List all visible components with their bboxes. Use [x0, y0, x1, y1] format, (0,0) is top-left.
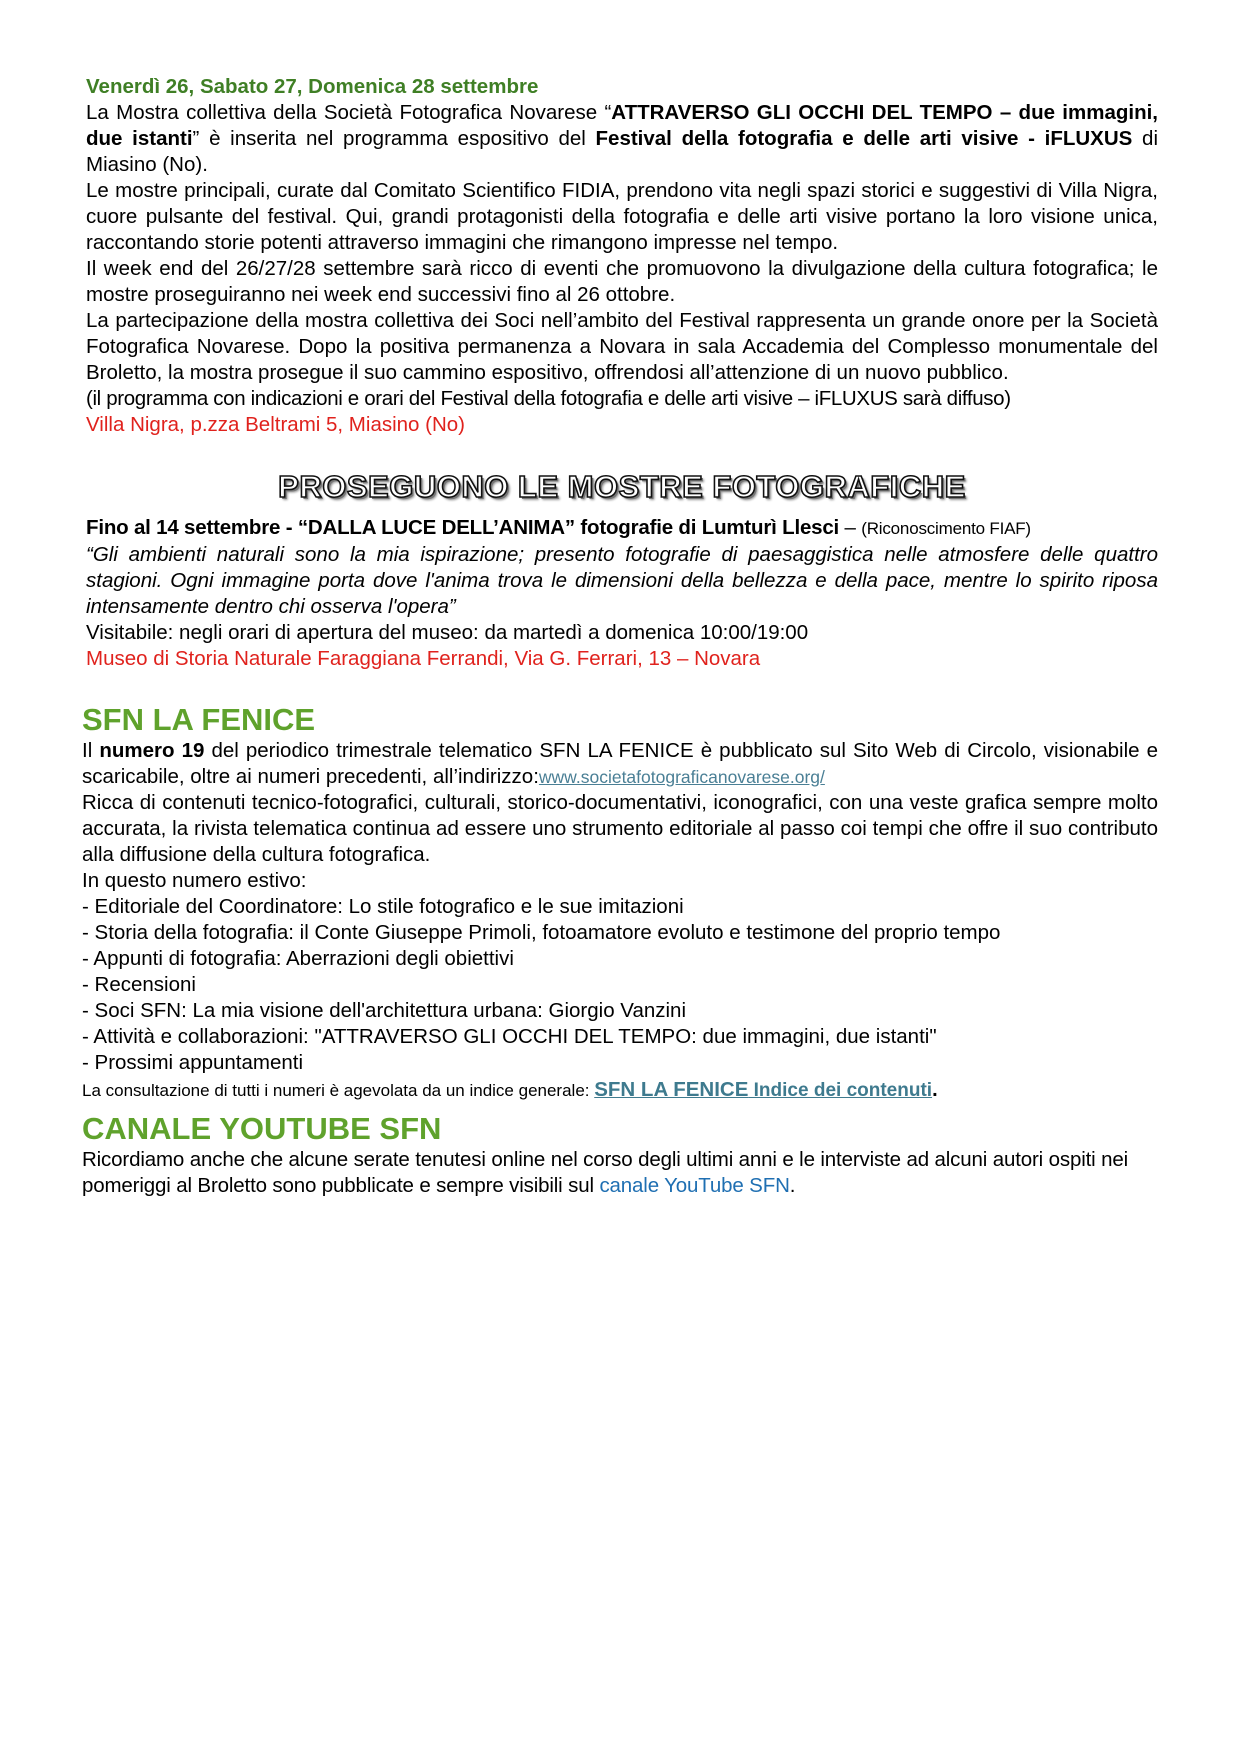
dash: – [839, 516, 862, 539]
issue-number: numero 19 [99, 739, 205, 762]
exhibition-note: (Riconoscimento FIAF) [861, 519, 1031, 538]
list-item: - Editoriale del Coordinatore: Lo stile fotografico e le sue imitazioni [82, 895, 684, 918]
document-page [82, 74, 1158, 1199]
list-item: - Prossimi appuntamenti [82, 1051, 304, 1074]
fenice-description: Ricca di contenuti tecnico-fotografici, culturali, storico-documentativi, iconografici, con una veste grafica sempre molto accurata, la rivista telematica continua ad essere uno strumento editoriale al passo coi tempi che offre il suo contributo alla diffusione della cultura fotografica. [82, 791, 1158, 866]
youtube-title: CANALE YOUTUBE SFN [82, 1111, 442, 1146]
event-paragraph: (il programma con indicazioni e orari del Festival della fotografia e delle arti visive – iFLUXUS sarà diffuso) [86, 387, 1011, 410]
list-item: - Appunti di fotografia: Aberrazioni degli obiettivi [82, 947, 514, 970]
intro-text: del periodico trimestrale telematico SFN LA FENICE è pubblicato sul Sito Web di Circolo, visionabile e scaricabile, oltre ai numeri precedenti, all’indirizzo: [82, 739, 1158, 788]
exhibitions-section [86, 469, 1158, 672]
exhibition-quote: “Gli ambienti naturali sono la mia ispirazione; presento fotografie di paesaggistica nelle atmosfere delle quattro stagioni. Ogni immagine porta dove l'anima trova le dimensioni della bellezza e della pace, mentre lo spirito riposa intensamente dentro chi osserva l'opera” [86, 543, 1158, 618]
exhibition-location: Museo di Storia Naturale Faraggiana Ferrandi, Via G. Ferrari, 13 – Novara [86, 647, 761, 670]
list-item: - Recensioni [82, 973, 196, 996]
fenice-section [82, 702, 1158, 1105]
exhibition-title: Fino al 14 settembre - “DALLA LUCE DELL’ANIMA” fotografie di Lumturì Llesci [86, 516, 840, 539]
exhibition-title: ATTRAVERSO GLI OCCHI DEL TEMPO – due immagini, due istanti [86, 101, 1158, 150]
list-item: - Storia della fotografia: il Conte Giuseppe Primoli, fotoamatore evoluto e testimone del proprio tempo [82, 921, 1001, 944]
fenice-list-intro: In questo numero estivo: [82, 869, 307, 892]
youtube-section [82, 1111, 1158, 1199]
index-text: La consultazione di tutti i numeri è agevolata da un indice generale: [82, 1081, 595, 1100]
website-link[interactable]: www.societafotograficanovarese.org/ [538, 767, 825, 787]
exhibition-hours: Visitabile: negli orari di apertura del museo: da martedì a domenica 10:00/19:00 [86, 621, 809, 644]
event-section [86, 74, 1158, 438]
intro-text: Il [82, 739, 100, 762]
youtube-text [82, 1147, 1158, 1199]
event-intro [86, 100, 1158, 178]
period: . [789, 1174, 796, 1197]
list-item: - Soci SFN: La mia visione dell'architettura urbana: Giorgio Vanzini [82, 999, 687, 1022]
youtube-description: Ricordiamo anche che alcune serate tenutesi online nel corso degli ultimi anni e le interviste ad alcuni autori ospiti nei pomeriggi al Broletto sono pubblicate e sempre visibili sul [82, 1148, 1129, 1197]
fenice-contents-list [82, 894, 1158, 1076]
festival-name: Festival della fotografia e delle arti visive - iFLUXUS [595, 127, 1133, 150]
event-location: Villa Nigra, p.zza Beltrami 5, Miasino (No) [86, 413, 465, 436]
fenice-title: SFN LA FENICE [82, 702, 316, 737]
exhibitions-banner: PROSEGUONO LE MOSTRE FOTOGRAFICHE [278, 469, 966, 504]
list-item: - Attività e collaborazioni: "ATTRAVERSO GLI OCCHI DEL TEMPO: due immagini, due istanti" [82, 1025, 937, 1048]
event-paragraph: La partecipazione della mostra collettiva dei Soci nell’ambito del Festival rappresenta un grande onore per la Società Fotografica Novarese. Dopo la positiva permanenza a Novara in sala Accademia del Complesso monumentale del Broletto, la mostra prosegue il suo cammino espositivo, offrendosi all’attenzione di un nuovo pubblico. [86, 309, 1158, 384]
intro-text: La Mostra collettiva della Società Fotografica Novarese “ [86, 101, 612, 124]
index-link-title: SFN LA FENICE [594, 1078, 749, 1101]
intro-text: ” è inserita nel programma espositivo del [192, 127, 596, 150]
exhibition-heading [86, 515, 1158, 542]
index-link[interactable] [594, 1078, 933, 1101]
fenice-intro [82, 738, 1158, 790]
event-date-heading: Venerdì 26, Sabato 27, Domenica 28 settembre [86, 75, 539, 98]
event-paragraph: Il week end del 26/27/28 settembre sarà ricco di eventi che promuovono la divulgazione della cultura fotografica; le mostre proseguiranno nei week end successivi fino al 26 ottobre. [86, 257, 1158, 306]
event-paragraph: Le mostre principali, curate dal Comitato Scientifico FIDIA, prendono vita negli spazi storici e suggestivi di Villa Nigra, cuore pulsante del festival. Qui, grandi protagonisti della fotografia e delle arti visive portano la loro visione unica, raccontando storie potenti attraverso immagini che rimangono impresse nel tempo. [86, 179, 1158, 254]
index-link-subtitle: Indice dei contenuti [748, 1080, 933, 1101]
intro-text: di Miasino (No). [86, 127, 1158, 176]
period: . [932, 1079, 938, 1101]
fenice-index [82, 1076, 1158, 1105]
youtube-link[interactable]: canale YouTube SFN [599, 1174, 790, 1197]
